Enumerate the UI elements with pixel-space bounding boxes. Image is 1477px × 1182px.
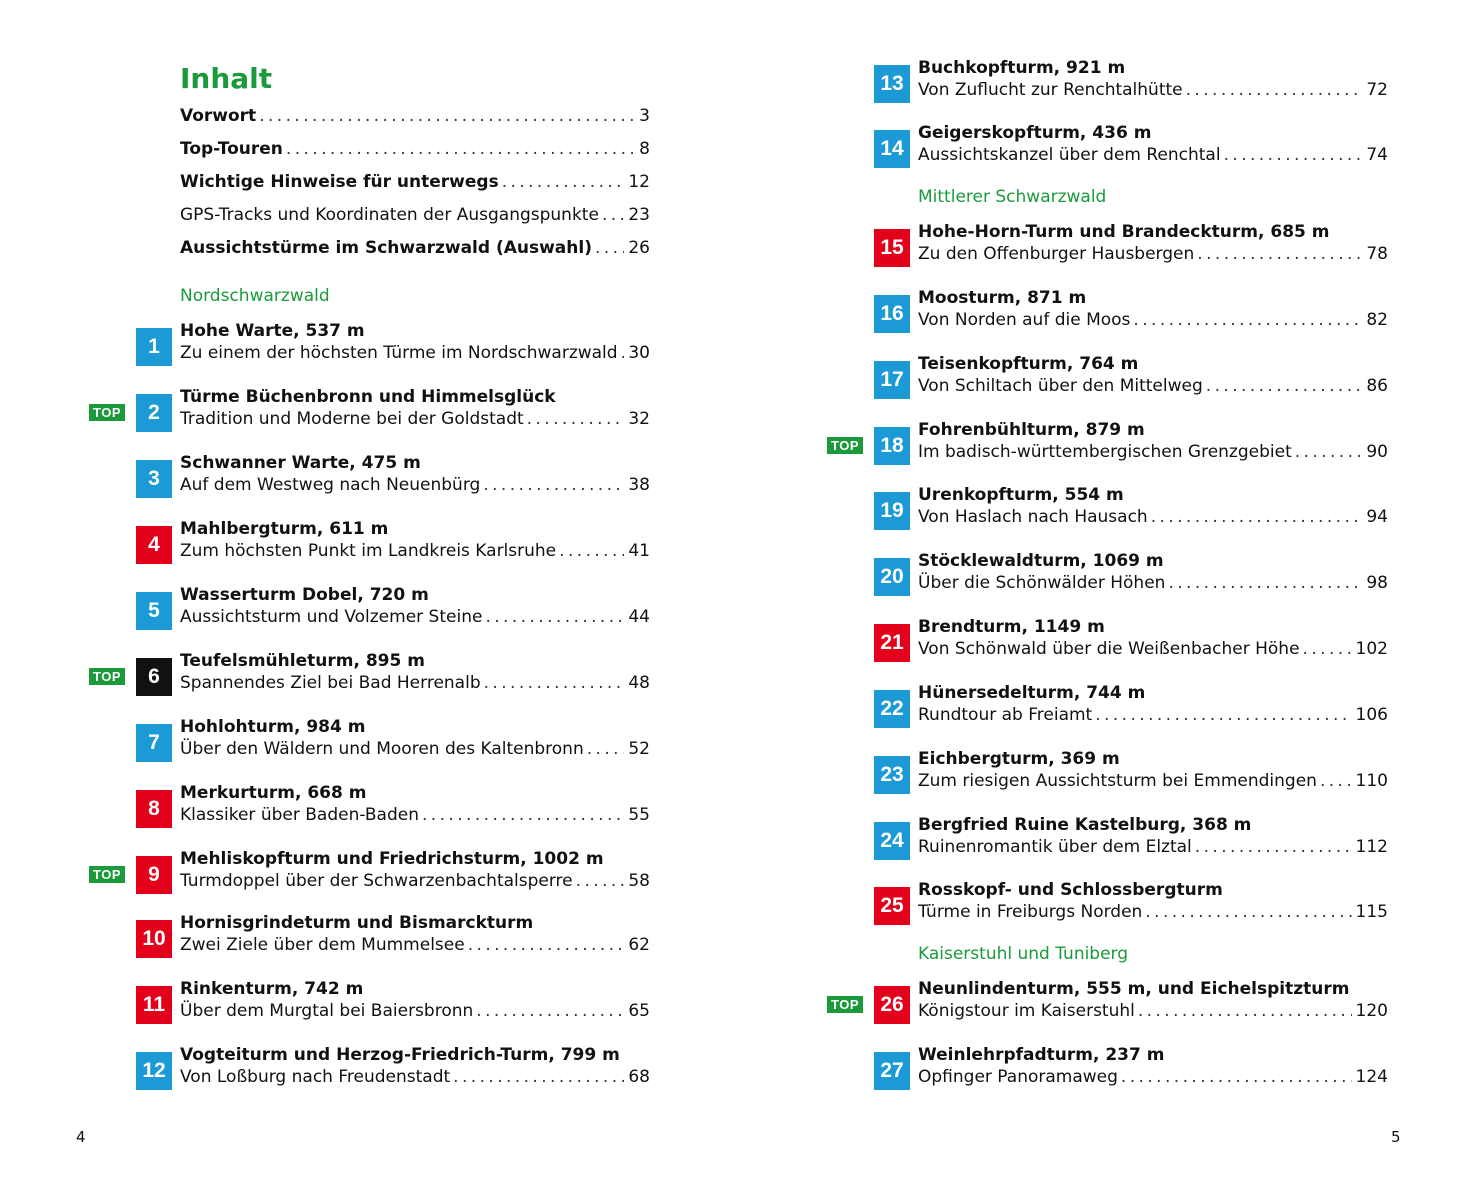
tour-page-number: 52 <box>628 739 650 759</box>
tour-title: Mehliskopfturm und Friedrichsturm, 1002 m <box>180 849 604 869</box>
front-item-page: 3 <box>639 106 650 126</box>
leader-dots <box>1151 507 1363 527</box>
tour-title: Vogteiturm und Herzog-Friedrich-Turm, 799 m <box>180 1045 620 1065</box>
tour-number-badge: 2 <box>136 394 172 432</box>
tour-page-number: 38 <box>628 475 650 495</box>
tour-number-badge: 12 <box>136 1052 172 1090</box>
tour-title: Stöcklewaldturm, 1069 m <box>918 551 1164 571</box>
tour-number-badge: 11 <box>136 986 172 1024</box>
leader-dots <box>1168 573 1362 593</box>
tour-title: Fohrenbühlturm, 879 m <box>918 420 1145 440</box>
left-page <box>0 0 738 1182</box>
tour-subtitle: Königstour im Kaiserstuhl <box>918 1001 1135 1021</box>
tour-subtitle: Türme in Freiburgs Norden <box>918 902 1143 922</box>
front-matter-list <box>180 106 650 271</box>
tour-number-badge: 10 <box>136 920 172 958</box>
tour-number-badge: 14 <box>874 130 910 168</box>
tour-subtitle: Turmdoppel über der Schwarzenbachtalsperre <box>180 871 573 891</box>
tour-title: Hohe Warte, 537 m <box>180 321 365 341</box>
tour-number-badge: 18 <box>874 427 910 465</box>
section-heading-nordschwarzwald: Nordschwarzwald <box>180 286 330 306</box>
tour-subtitle-line <box>918 145 1388 165</box>
tour-title: Teufelsmühleturm, 895 m <box>180 651 425 671</box>
leader-dots <box>286 139 635 159</box>
tour-title: Eichbergturm, 369 m <box>918 749 1120 769</box>
section-heading-kaiserstuhl: Kaiserstuhl und Tuniberg <box>918 944 1129 964</box>
tour-subtitle-line <box>918 837 1388 857</box>
tour-subtitle-line <box>180 607 650 627</box>
tour-subtitle-line <box>918 771 1388 791</box>
leader-dots <box>1224 145 1363 165</box>
tour-subtitle-line <box>918 1067 1388 1087</box>
tour-subtitle-line <box>918 507 1388 527</box>
tour-page-number: 72 <box>1366 80 1388 100</box>
leader-dots <box>1197 244 1362 264</box>
tour-page-number: 86 <box>1366 376 1388 396</box>
tour-page-number: 30 <box>628 343 650 363</box>
tour-title: Hornisgrindeturm und Bismarckturm <box>180 913 534 933</box>
tour-page-number: 115 <box>1355 902 1388 922</box>
tour-subtitle-line <box>918 376 1388 396</box>
leader-dots <box>527 409 625 429</box>
tour-subtitle-line <box>180 409 650 429</box>
leader-dots <box>587 739 625 759</box>
leader-dots <box>559 541 624 561</box>
tour-subtitle: Von Schiltach über den Mittelweg <box>918 376 1203 396</box>
front-item-label: Top-Touren <box>180 139 283 159</box>
tour-subtitle: Ruinenromantik über dem Elztal <box>918 837 1192 857</box>
tour-title: Buchkopfturm, 921 m <box>918 58 1126 78</box>
tour-page-number: 65 <box>628 1001 650 1021</box>
tour-number-badge: 19 <box>874 492 910 530</box>
tour-subtitle: Zwei Ziele über dem Mummelsee <box>180 935 465 955</box>
leader-dots <box>502 172 625 192</box>
tour-title: Hohe-Horn-Turm und Brandeckturm, 685 m <box>918 222 1330 242</box>
tour-page-number: 110 <box>1355 771 1388 791</box>
tour-subtitle-line <box>918 310 1388 330</box>
leader-dots <box>1138 1001 1352 1021</box>
leader-dots <box>1121 1067 1352 1087</box>
tour-number-badge: 22 <box>874 690 910 728</box>
tour-number-badge: 24 <box>874 822 910 860</box>
tour-subtitle-line <box>918 80 1388 100</box>
tour-subtitle-line <box>180 1001 650 1021</box>
tour-subtitle: Aussichtskanzel über dem Renchtal <box>918 145 1221 165</box>
leader-dots <box>483 475 624 495</box>
tour-page-number: 124 <box>1355 1067 1388 1087</box>
tour-title: Hünersedelturm, 744 m <box>918 683 1146 703</box>
leader-dots <box>422 805 624 825</box>
tour-title: Geigerskopfturm, 436 m <box>918 123 1152 143</box>
leader-dots <box>1206 376 1363 396</box>
leader-dots <box>468 935 625 955</box>
front-item[interactable] <box>180 106 650 139</box>
tour-subtitle: Aussichtsturm und Volzemer Steine <box>180 607 483 627</box>
tour-page-number: 102 <box>1355 639 1388 659</box>
front-item-label: Wichtige Hinweise für unterwegs <box>180 172 499 192</box>
tour-page-number: 48 <box>628 673 650 693</box>
tour-subtitle: Von Haslach nach Hausach <box>918 507 1148 527</box>
tour-page-number: 112 <box>1355 837 1388 857</box>
front-item-label: Vorwort <box>180 106 257 126</box>
front-item-label: GPS-Tracks und Koordinaten der Ausgangspunkte <box>180 205 599 225</box>
top-tour-badge: TOP <box>827 437 863 454</box>
tour-number-badge: 6 <box>136 658 172 696</box>
tour-page-number: 120 <box>1355 1001 1388 1021</box>
tour-title: Mahlbergturm, 611 m <box>180 519 389 539</box>
leader-dots <box>1186 80 1363 100</box>
tour-number-badge: 8 <box>136 790 172 828</box>
tour-page-number: 90 <box>1366 442 1388 462</box>
tour-number-badge: 16 <box>874 295 910 333</box>
front-item[interactable] <box>180 238 650 271</box>
tour-number-badge: 15 <box>874 229 910 267</box>
tour-page-number: 82 <box>1366 310 1388 330</box>
tour-title: Rosskopf- und Schlossbergturm <box>918 880 1223 900</box>
tour-subtitle-line <box>180 343 650 363</box>
tour-page-number: 32 <box>628 409 650 429</box>
tour-page-number: 78 <box>1366 244 1388 264</box>
tour-page-number: 58 <box>628 871 650 891</box>
tour-subtitle-line <box>180 739 650 759</box>
tour-subtitle-line <box>918 573 1388 593</box>
leader-dots <box>1095 705 1351 725</box>
tour-number-badge: 7 <box>136 724 172 762</box>
tour-page-number: 41 <box>628 541 650 561</box>
tour-subtitle: Über dem Murgtal bei Baiersbronn <box>180 1001 474 1021</box>
tour-page-number: 74 <box>1366 145 1388 165</box>
tour-subtitle: Über die Schönwälder Höhen <box>918 573 1166 593</box>
tour-number-badge: 17 <box>874 361 910 399</box>
tour-subtitle-line <box>180 475 650 495</box>
front-item[interactable] <box>180 139 650 172</box>
tour-page-number: 68 <box>628 1067 650 1087</box>
top-tour-badge: TOP <box>89 866 125 883</box>
tour-title: Moosturm, 871 m <box>918 288 1087 308</box>
page-title: Inhalt <box>180 62 273 95</box>
leader-dots <box>621 343 625 363</box>
front-item-label: Aussichtstürme im Schwarzwald (Auswahl) <box>180 238 592 258</box>
right-page <box>738 0 1477 1182</box>
tour-page-number: 62 <box>628 935 650 955</box>
tour-number-badge: 5 <box>136 592 172 630</box>
tour-subtitle: Von Schönwald über die Weißenbacher Höhe <box>918 639 1300 659</box>
front-item-page: 8 <box>639 139 650 159</box>
tour-subtitle: Klassiker über Baden-Baden <box>180 805 419 825</box>
tour-number-badge: 23 <box>874 756 910 794</box>
tour-page-number: 55 <box>628 805 650 825</box>
tour-subtitle: Tradition und Moderne bei der Goldstadt <box>180 409 524 429</box>
tour-title: Hohlohturm, 984 m <box>180 717 366 737</box>
leader-dots <box>484 673 625 693</box>
leader-dots <box>485 607 624 627</box>
leader-dots <box>1320 771 1352 791</box>
leader-dots <box>602 205 624 225</box>
page-number-left: 4 <box>76 1128 86 1146</box>
front-item-page: 23 <box>628 205 650 225</box>
leader-dots <box>1303 639 1352 659</box>
tour-subtitle-line <box>180 1067 650 1087</box>
tour-subtitle: Im badisch-württembergischen Grenzgebiet <box>918 442 1292 462</box>
tour-subtitle: Von Loßburg nach Freudenstadt <box>180 1067 451 1087</box>
tour-subtitle-line <box>918 639 1388 659</box>
front-item[interactable] <box>180 172 650 205</box>
tour-subtitle-line <box>918 442 1388 462</box>
tour-page-number: 106 <box>1355 705 1388 725</box>
tour-subtitle: Von Zuflucht zur Renchtalhütte <box>918 80 1183 100</box>
section-heading-mittlerer-schwarzwald: Mittlerer Schwarzwald <box>918 187 1107 207</box>
tour-number-badge: 20 <box>874 558 910 596</box>
tour-title: Urenkopfturm, 554 m <box>918 485 1124 505</box>
tour-subtitle: Rundtour ab Freiamt <box>918 705 1093 725</box>
tour-number-badge: 27 <box>874 1052 910 1090</box>
tour-title: Teisenkopfturm, 764 m <box>918 354 1139 374</box>
tour-number-badge: 4 <box>136 526 172 564</box>
tour-number-badge: 1 <box>136 328 172 366</box>
tour-subtitle: Über den Wäldern und Mooren des Kaltenbronn <box>180 739 584 759</box>
tour-subtitle: Spannendes Ziel bei Bad Herrenalb <box>180 673 481 693</box>
leader-dots <box>453 1067 624 1087</box>
tour-subtitle-line <box>918 244 1388 264</box>
tour-title: Schwanner Warte, 475 m <box>180 453 421 473</box>
tour-subtitle: Zu einem der höchsten Türme im Nordschwarzwald <box>180 343 618 363</box>
tour-subtitle-line <box>918 902 1388 922</box>
tour-subtitle-line <box>180 673 650 693</box>
tour-subtitle: Zum riesigen Aussichtsturm bei Emmendingen <box>918 771 1317 791</box>
tour-subtitle-line <box>180 935 650 955</box>
leader-dots <box>1195 837 1352 857</box>
front-item-page: 26 <box>628 238 650 258</box>
top-tour-badge: TOP <box>89 668 125 685</box>
tour-title: Rinkenturm, 742 m <box>180 979 364 999</box>
leader-dots <box>1133 310 1362 330</box>
tour-number-badge: 26 <box>874 986 910 1024</box>
tour-subtitle: Auf dem Westweg nach Neuenbürg <box>180 475 481 495</box>
tour-subtitle-line <box>180 805 650 825</box>
tour-title: Türme Büchenbronn und Himmelsglück <box>180 387 556 407</box>
tour-number-badge: 21 <box>874 624 910 662</box>
tour-page-number: 98 <box>1366 573 1388 593</box>
top-tour-badge: TOP <box>89 404 125 421</box>
tour-number-badge: 3 <box>136 460 172 498</box>
top-tour-badge: TOP <box>827 996 863 1013</box>
tour-title: Brendturm, 1149 m <box>918 617 1105 637</box>
front-item[interactable] <box>180 205 650 238</box>
front-item-page: 12 <box>628 172 650 192</box>
tour-title: Wasserturm Dobel, 720 m <box>180 585 429 605</box>
tour-subtitle: Zum höchsten Punkt im Landkreis Karlsruhe <box>180 541 557 561</box>
tour-title: Weinlehrpfadturm, 237 m <box>918 1045 1165 1065</box>
leader-dots <box>476 1001 624 1021</box>
tour-subtitle-line <box>918 1001 1388 1021</box>
tour-title: Merkurturm, 668 m <box>180 783 367 803</box>
leader-dots <box>259 106 635 126</box>
tour-subtitle-line <box>918 705 1388 725</box>
tour-page-number: 44 <box>628 607 650 627</box>
tour-page-number: 94 <box>1366 507 1388 527</box>
leader-dots <box>1295 442 1363 462</box>
tour-number-badge: 25 <box>874 887 910 925</box>
page-number-right: 5 <box>1391 1128 1401 1146</box>
tour-title: Bergfried Ruine Kastelburg, 368 m <box>918 815 1252 835</box>
tour-number-badge: 13 <box>874 65 910 103</box>
tour-title: Neunlindenturm, 555 m, und Eichelspitzturm <box>918 979 1350 999</box>
leader-dots <box>1145 902 1351 922</box>
tour-subtitle-line <box>180 871 650 891</box>
leader-dots <box>576 871 625 891</box>
tour-subtitle: Opfinger Panoramaweg <box>918 1067 1118 1087</box>
tour-subtitle: Zu den Offenburger Hausbergen <box>918 244 1195 264</box>
tour-subtitle: Von Norden auf die Moos <box>918 310 1131 330</box>
leader-dots <box>595 238 624 258</box>
tour-subtitle-line <box>180 541 650 561</box>
tour-number-badge: 9 <box>136 856 172 894</box>
